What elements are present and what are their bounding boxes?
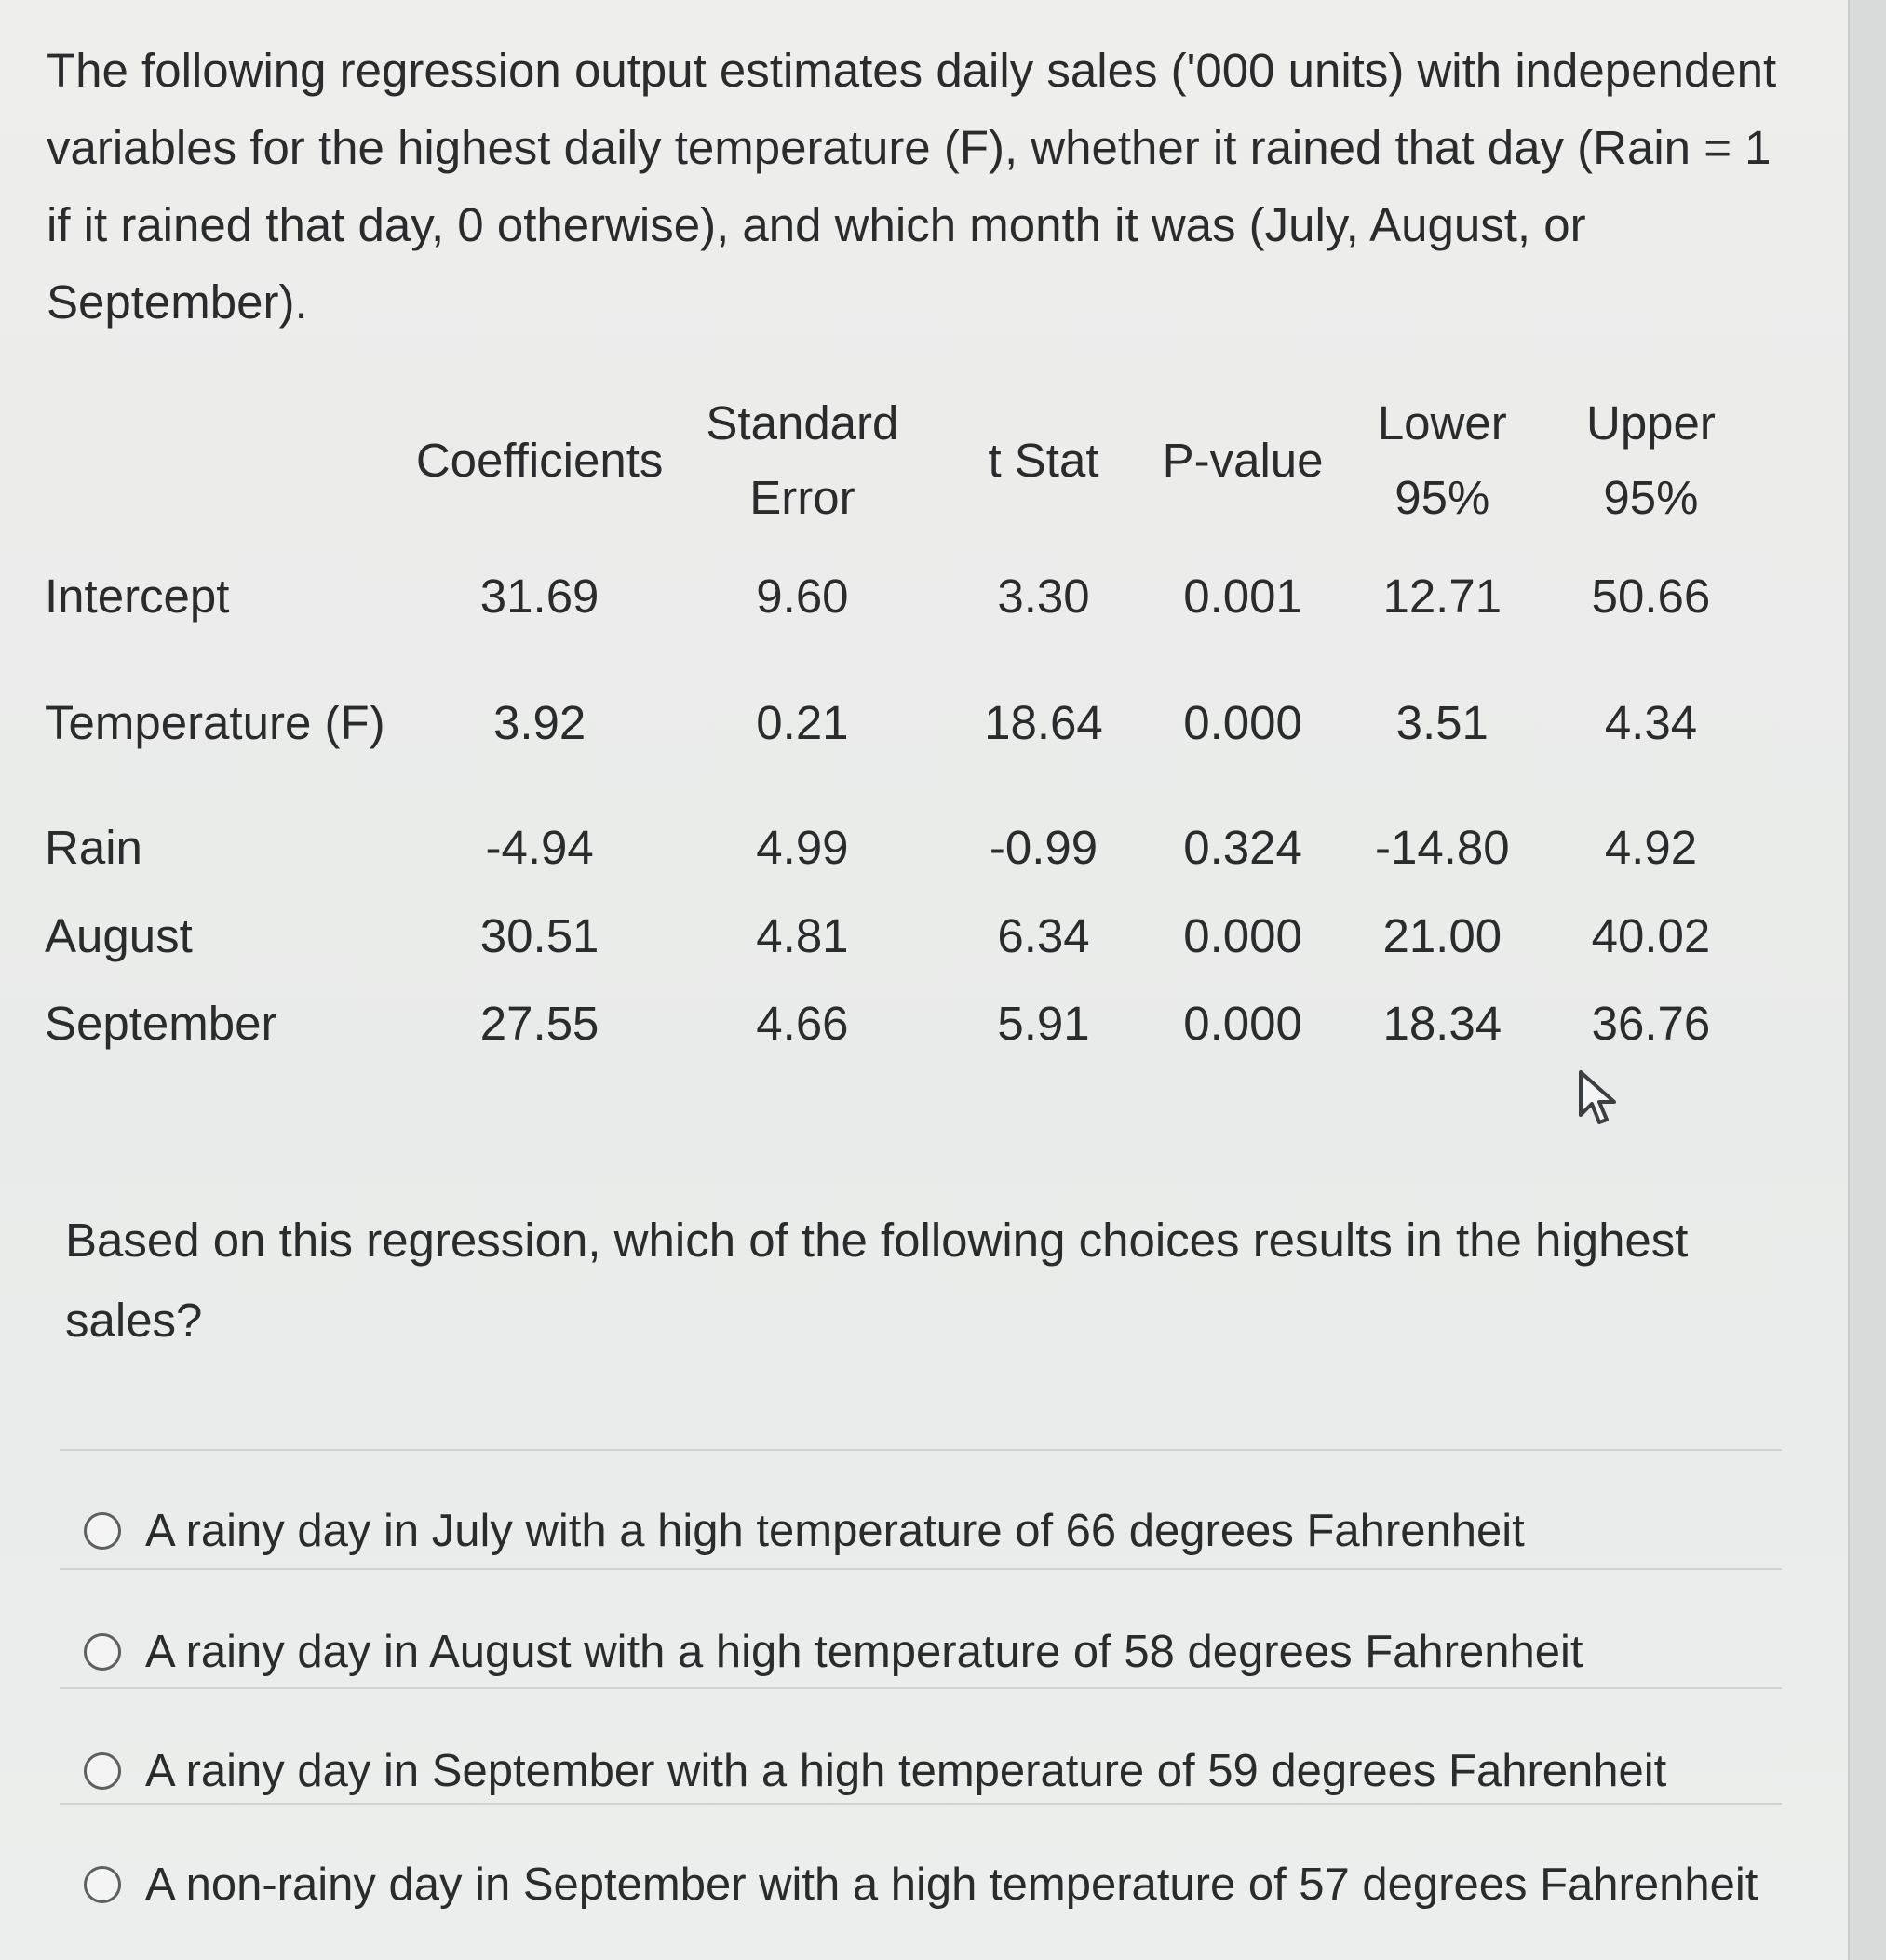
option-divider — [60, 1449, 1782, 1451]
answer-option-4[interactable] — [84, 1847, 1758, 1922]
cell-p-value: 0.001 — [1183, 569, 1302, 623]
cell-standard-error: 9.60 — [756, 569, 849, 623]
cell-p-value: 0.000 — [1183, 996, 1302, 1050]
cell-standard-error: 4.66 — [756, 996, 849, 1050]
cell-coefficient: 31.69 — [479, 569, 599, 623]
row-label: Temperature (F) — [45, 695, 385, 749]
cell-upper-95: 36.76 — [1591, 996, 1711, 1050]
cell-coefficient: 3.92 — [492, 695, 586, 749]
cell-lower-95: 12.71 — [1382, 569, 1502, 623]
cell-p-value: 0.000 — [1183, 695, 1302, 749]
table-row — [45, 802, 1758, 892]
header-empty — [45, 372, 416, 549]
option-label: A rainy day in July with a high temperature of 66 degrees Fahrenheit — [145, 1506, 1525, 1556]
answer-option-3[interactable] — [84, 1734, 1666, 1808]
cell-lower-95: 3.51 — [1395, 695, 1489, 749]
radio-button[interactable] — [84, 1752, 121, 1790]
cell-t-stat: 6.34 — [997, 908, 1090, 962]
cell-t-stat: 18.64 — [984, 695, 1103, 749]
page-edge — [1848, 0, 1886, 1960]
table-header-row — [45, 372, 1758, 549]
regression-table — [45, 372, 1758, 1067]
cell-standard-error: 0.21 — [756, 695, 849, 749]
header-lower-95: Lower 95% — [1377, 396, 1507, 524]
option-label: A rainy day in August with a high temperature of 58 degrees Fahrenheit — [145, 1627, 1583, 1677]
header-t-stat: t Stat — [988, 434, 1099, 487]
table-row — [45, 642, 1758, 802]
question-prompt: Based on this regression, which of the following choices results in the highest sales? — [65, 1214, 1689, 1347]
option-divider — [60, 1568, 1782, 1570]
cell-t-stat: 5.91 — [997, 996, 1090, 1050]
cell-standard-error: 4.99 — [756, 820, 849, 874]
row-label: Intercept — [45, 569, 230, 623]
cell-lower-95: -14.80 — [1374, 820, 1510, 874]
radio-button[interactable] — [84, 1512, 121, 1550]
cell-upper-95: 4.34 — [1604, 695, 1698, 749]
radio-button[interactable] — [84, 1633, 121, 1671]
cell-lower-95: 18.34 — [1382, 996, 1502, 1050]
cell-lower-95: 21.00 — [1382, 908, 1502, 962]
header-p-value: P-value — [1162, 434, 1324, 487]
answer-option-2[interactable] — [84, 1615, 1583, 1689]
mouse-pointer-icon — [1577, 1068, 1629, 1130]
cell-upper-95: 4.92 — [1604, 820, 1698, 874]
cell-standard-error: 4.81 — [756, 908, 849, 962]
option-divider — [60, 1803, 1782, 1805]
table-row — [45, 892, 1758, 979]
cell-upper-95: 50.66 — [1591, 569, 1711, 623]
answer-option-1[interactable] — [84, 1494, 1525, 1568]
cell-coefficient: 30.51 — [479, 908, 599, 962]
cell-coefficient: 27.55 — [479, 996, 599, 1050]
header-upper-95: Upper 95% — [1585, 396, 1716, 524]
row-label: September — [45, 996, 277, 1050]
cell-upper-95: 40.02 — [1591, 908, 1711, 962]
cell-p-value: 0.000 — [1183, 908, 1302, 962]
option-label: A non-rainy day in September with a high temperature of 57 degrees Fahrenheit — [145, 1859, 1758, 1910]
row-label: Rain — [45, 820, 142, 874]
cell-t-stat: 3.30 — [997, 569, 1090, 623]
header-coefficients: Coefficients — [415, 434, 664, 487]
header-standard-error: Standard Error — [706, 396, 899, 524]
option-divider — [60, 1687, 1782, 1689]
table-row — [45, 549, 1758, 642]
row-label: August — [45, 908, 193, 962]
question-intro-text: The following regression output estimates daily sales ('000 units) with independent variables for the highest daily temperature (F), whether it rained that day (Rain = 1 if it rained that day, 0 otherwise), and which month it was (July, August, or September). — [47, 44, 1777, 329]
radio-button[interactable] — [84, 1866, 121, 1903]
cell-p-value: 0.324 — [1183, 820, 1302, 874]
cell-t-stat: -0.99 — [989, 820, 1098, 874]
cell-coefficient: -4.94 — [485, 820, 594, 874]
option-label: A rainy day in September with a high temperature of 59 degrees Fahrenheit — [145, 1746, 1667, 1796]
table-row — [45, 979, 1758, 1067]
